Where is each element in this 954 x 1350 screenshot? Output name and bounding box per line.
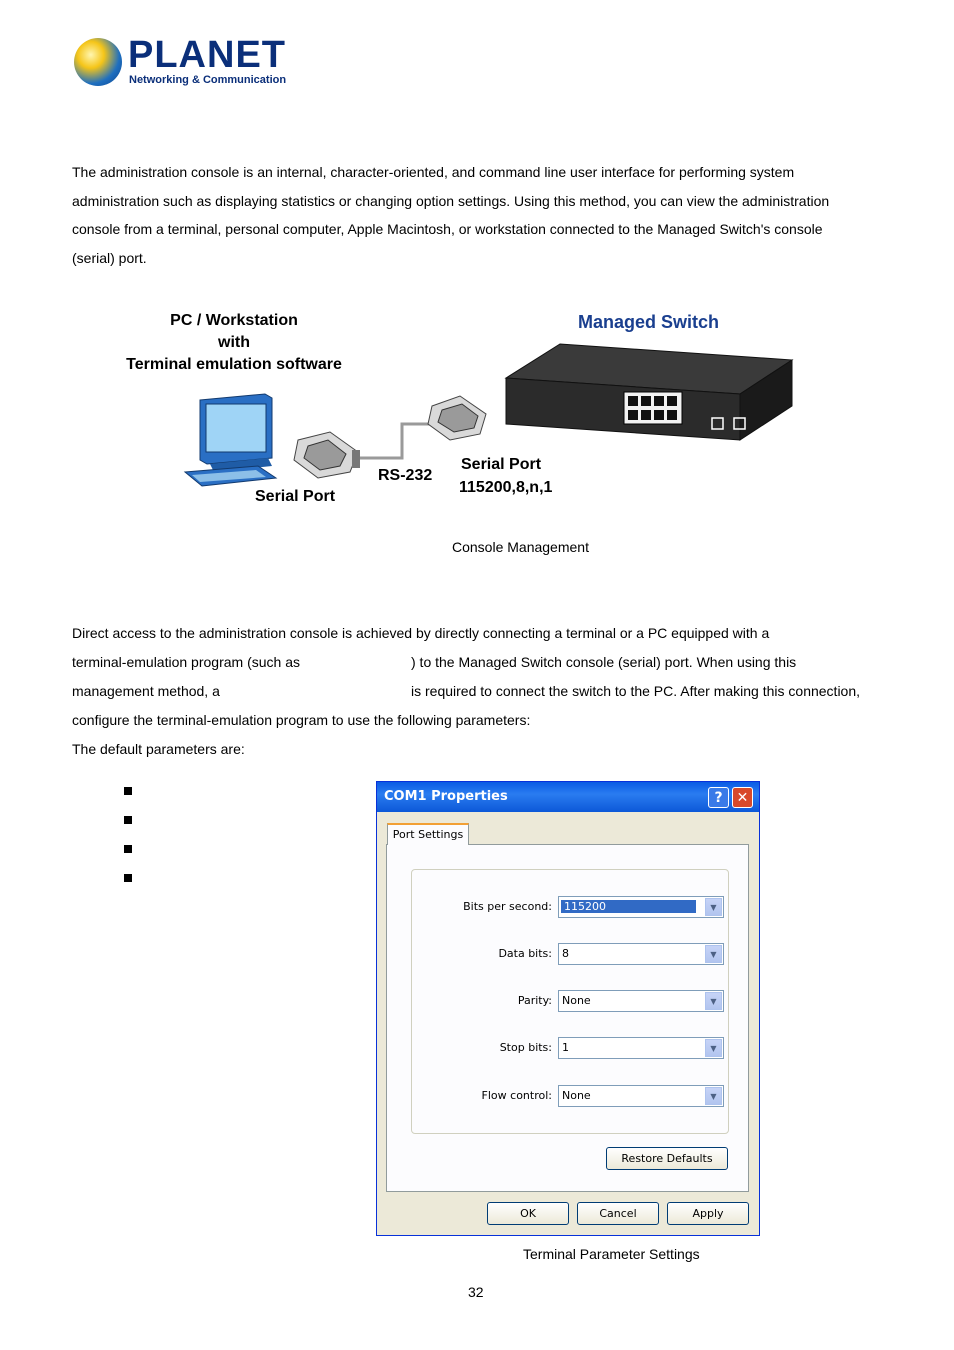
body-line-5: The default parameters are: [72, 741, 245, 757]
apply-button[interactable]: Apply [667, 1202, 749, 1225]
computer-icon [185, 394, 276, 486]
chevron-down-icon[interactable]: ▼ [705, 945, 722, 963]
pc-serial-port-label: Serial Port [255, 488, 336, 505]
body-line-3b: is required to connect the switch to the PC. After making this connection, [411, 683, 861, 699]
serial-params-label: 115200,8,n,1 [459, 479, 553, 496]
switch-serial-port-label: Serial Port [461, 456, 542, 473]
bits-per-second-select[interactable] [558, 896, 724, 918]
intro-line-1: The administration console is an internal, character-oriented, and command line user interface for performing system [72, 164, 795, 180]
dialog-title: COM1 Properties [384, 789, 508, 804]
settings-group [411, 869, 729, 1134]
body-line-1: Direct access to the administration console is achieved by directly connecting a terminal or a PC equipped with a [72, 625, 770, 641]
logo-tagline: Networking & Communication [129, 74, 287, 86]
dialog-caption: Terminal Parameter Settings [523, 1246, 700, 1262]
body-line-2b: ) to the Managed Switch console (serial) port. When using this [411, 654, 797, 670]
stop-bits-select[interactable] [558, 1037, 724, 1059]
close-button[interactable]: ✕ [732, 787, 753, 808]
chevron-down-icon[interactable]: ▼ [705, 992, 722, 1010]
parity-value: None [562, 994, 591, 1007]
page-number: 32 [468, 1284, 484, 1300]
flow-control-select[interactable] [558, 1085, 724, 1107]
db9-connector-icon [428, 396, 486, 440]
data-bits-value: 8 [562, 947, 569, 960]
body-line-4: configure the terminal-emulation program to use the following parameters: [72, 712, 531, 728]
chevron-down-icon[interactable]: ▼ [705, 1039, 722, 1057]
intro-line-2: administration such as displaying statistics or changing option settings. Using this method, you can view the administration [72, 193, 830, 209]
parity-select[interactable] [558, 990, 724, 1012]
db9-connector-icon [294, 432, 360, 478]
body-line-3a: management method, a [72, 683, 220, 699]
bits-per-second-value: 115200 [561, 900, 696, 913]
bullet-icon [124, 787, 132, 795]
chevron-down-icon[interactable]: ▼ [705, 898, 722, 916]
rs232-label: RS-232 [378, 467, 433, 484]
data-bits-select[interactable] [558, 943, 724, 965]
bullet-icon [124, 845, 132, 853]
body-line-2a: terminal-emulation program (such as [72, 654, 300, 670]
dialog-titlebar[interactable] [377, 782, 759, 812]
switch-label: Managed Switch [578, 312, 720, 332]
bullet-icon [124, 874, 132, 882]
flow-control-value: None [562, 1089, 591, 1102]
ok-button[interactable]: OK [487, 1202, 569, 1225]
diagram-caption: Console Management [452, 539, 589, 555]
pc-label-3: Terminal emulation software [126, 356, 342, 373]
restore-defaults-button[interactable]: Restore Defaults [606, 1147, 728, 1170]
cancel-button[interactable]: Cancel [577, 1202, 659, 1225]
logo-name: PLANET [128, 34, 286, 76]
intro-line-3: console from a terminal, personal computer, Apple Macintosh, or workstation connected to the Managed Switch's console [72, 221, 823, 237]
globe-icon [74, 38, 122, 86]
tab-port-settings[interactable]: Port Settings [387, 823, 469, 845]
flow-control-label: Flow control: [481, 1089, 552, 1102]
help-button[interactable]: ? [708, 787, 729, 808]
pc-label-1: PC / Workstation [170, 312, 298, 329]
parity-label: Parity: [517, 994, 552, 1007]
stop-bits-label: Stop bits: [499, 1041, 552, 1054]
switch-icon [506, 344, 792, 440]
port-settings-panel [386, 844, 749, 1192]
pc-label-2: with [218, 334, 250, 351]
data-bits-label: Data bits: [498, 947, 552, 960]
stop-bits-value: 1 [562, 1041, 569, 1054]
chevron-down-icon[interactable]: ▼ [705, 1087, 722, 1105]
com1-properties-dialog [376, 781, 760, 1236]
bullet-icon [124, 816, 132, 824]
intro-line-4: (serial) port. [72, 250, 147, 266]
bits-per-second-label: Bits per second: [463, 900, 552, 913]
